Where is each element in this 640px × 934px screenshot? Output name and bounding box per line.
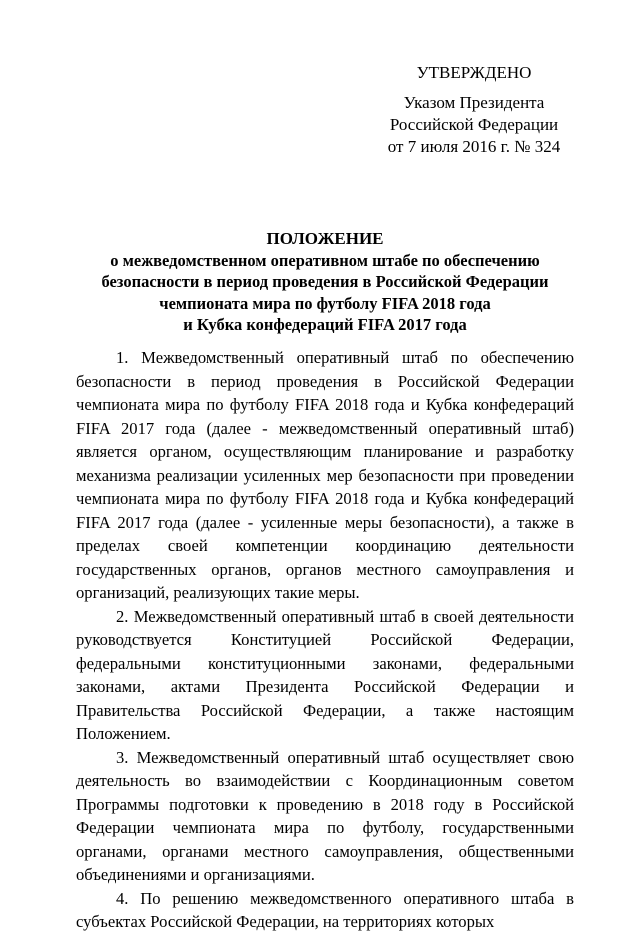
approval-line-3: от 7 июля 2016 г. № 324 xyxy=(387,137,561,156)
title-line-2: безопасности в период проведения в Российской Федерации xyxy=(101,272,549,291)
title-line-4: и Кубка конфедераций FIFA 2017 года xyxy=(183,315,467,334)
paragraph-4: 4. По решению межведомственного оперативного штаба в субъектах Российской Федерации, на территориях которых xyxy=(76,888,574,931)
paragraph-2: 2. Межведомственный оперативный штаб в своей деятельности руководствуется Конституцией Российской Федерации, федеральными конституционными законами, федеральными законами, актами Президента Российской Федерации и Правительства Российской Федерации, а также настоящим Положением. xyxy=(76,606,574,743)
paragraph-1: 1. Межведомственный оперативный штаб по обеспечению безопасности в период проведения в Российской Федерации чемпионата мира по футболу FIFA 2018 года и Кубка конфедераций FIFA 2017 года (далее - межведомственный оперативный штаб) является органом, осуществляющим планирование и разработку механизма реализации усиленных мер безопасности при проведении чемпионата мира по футболу FIFA 2018 года и Кубка конфедераций FIFA 2017 года (далее - усиленные меры безопасности), а также в пределах своей компетенции координацию деятельности государственных органов, органов местного самоуправления и организаций, реализующих такие меры. xyxy=(76,348,574,602)
title-line-1: о межведомственном оперативном штабе по обеспечению xyxy=(110,250,540,270)
title-main: ПОЛОЖЕНИЕ xyxy=(266,229,384,248)
approval-heading: УТВЕРЖДЕНО xyxy=(416,63,532,82)
title-line-3: чемпионата мира по футболу FIFA 2018 года xyxy=(159,293,491,313)
approval-block xyxy=(374,62,574,158)
approval-line-2: Российской Федерации xyxy=(389,115,559,134)
paragraph-3: 3. Межведомственный оперативный штаб осуществляет свою деятельность во взаимодействии с Координационным советом Программы подготовки к проведению в 2018 году в Российской Федерации чемпионата мира по футболу, государственными органами, органами местного самоуправления, общественными объединениями и организациями. xyxy=(76,747,574,884)
approval-line-1: Указом Президента xyxy=(403,93,545,112)
document-title xyxy=(80,228,570,336)
document-body xyxy=(76,346,574,934)
